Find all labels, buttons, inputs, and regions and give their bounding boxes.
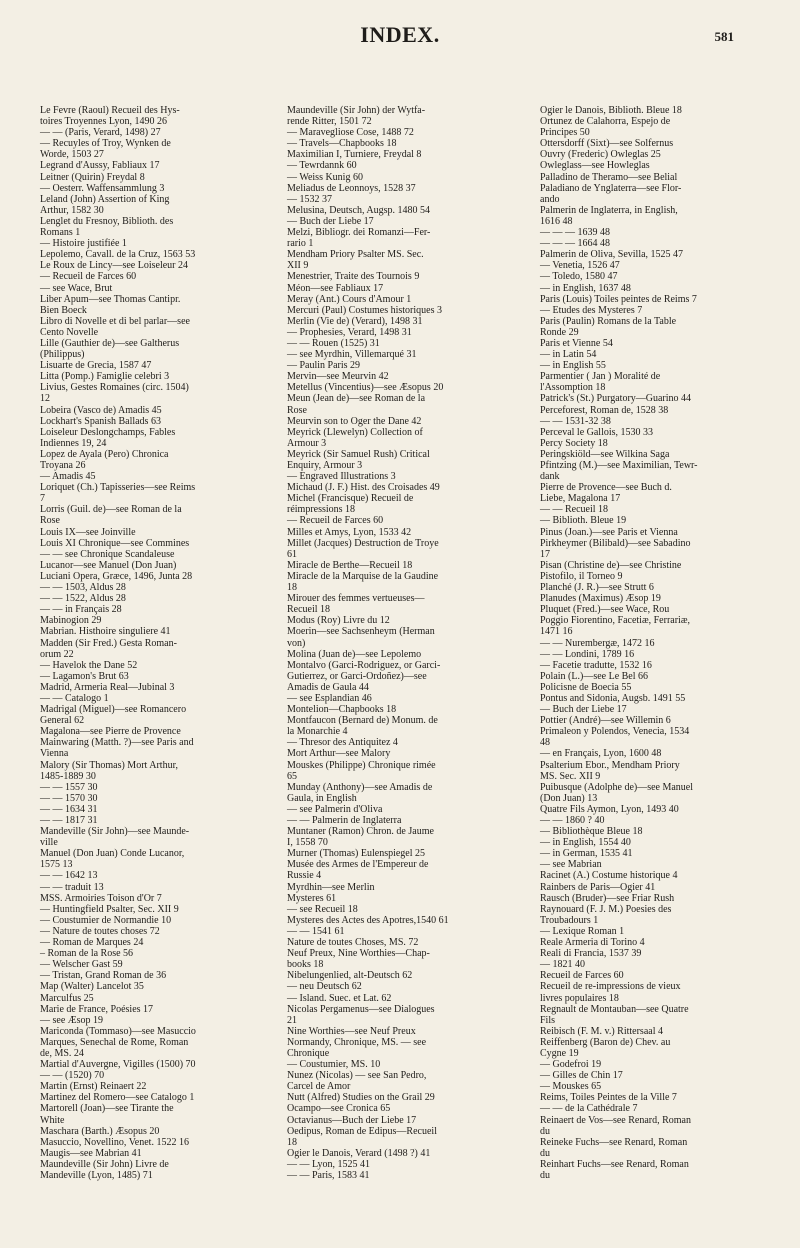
index-entry-line: Pisan (Christine de)—see Christine <box>540 559 682 571</box>
index-entry-line: 1471 16 <box>540 626 573 638</box>
index-entry-line: Regnault de Montauban—see Quatre <box>540 1003 689 1015</box>
index-entry-line: — Nature de toutes choses 72 <box>40 925 160 937</box>
index-entry-line: — see Mabrian <box>540 859 602 871</box>
index-entry-line: Meyrick (Sir Samuel Rush) Critical <box>287 448 430 460</box>
index-entry-line: Lepolemo, Cavall. de la Cruz, 1563 53 <box>40 249 196 261</box>
index-entry-line: — Prophesies, Verard, 1498 31 <box>287 326 412 338</box>
index-entry-line: — — 1503, Aldus 28 <box>40 582 126 594</box>
index-entry-line: 18 <box>287 1136 297 1148</box>
index-entry-line: Percy Society 18 <box>540 437 608 449</box>
index-entry-line: Recueil 18 <box>287 604 331 616</box>
index-entry-line: Pontus and Sidonia, Augsb. 1491 55 <box>540 692 686 704</box>
index-entry-line: Normandy, Chronique, MS. — see <box>287 1036 427 1048</box>
index-entry-line: Patrick's (St.) Purgatory—Guarino 44 <box>540 393 692 405</box>
index-column-3 <box>540 105 770 1181</box>
index-entry-line: Leland (John) Assertion of King <box>40 193 170 205</box>
index-entry-line: — Travels—Chapbooks 18 <box>287 138 397 150</box>
index-entry-line: — Weiss Kunig 60 <box>287 171 363 183</box>
index-entry-line: Cento Novelle <box>40 326 99 338</box>
index-entry-line: du <box>540 1170 550 1181</box>
index-entry-line: Pfintzing (M.)—see Maximilian, Tewr- <box>540 460 698 471</box>
index-entry-line: Lobeira (Vasco de) Amadis 45 <box>40 404 162 416</box>
index-entry-line: — 1532 37 <box>287 193 332 205</box>
index-entry-line: Martial d'Auvergne, Vigilles (1500) 70 <box>40 1059 196 1071</box>
index-entry-line: Martinez del Romero—see Catalogo 1 <box>40 1092 195 1104</box>
index-entry-line: — Engraved Illustrations 3 <box>287 471 396 483</box>
index-entry-line: Peringskiöld—see Wilkina Saga <box>540 448 670 460</box>
index-entry-line: Rose <box>287 404 307 416</box>
index-entry-line: Reiffenberg (Baron de) Chev. au <box>540 1036 671 1048</box>
index-entry-line: Meyrick (Llewelyn) Collection of <box>287 426 423 438</box>
index-entry-line: — Buch der Liebe 17 <box>540 704 627 716</box>
index-entry-line: Troyana 26 <box>40 460 86 471</box>
index-entry-line: — Coustumier, MS. 10 <box>287 1059 381 1071</box>
index-entry-line: Louis XI Chronique—see Commines <box>40 537 190 549</box>
index-entry-line: rario 1 <box>287 238 314 250</box>
index-entry-line: — — Paris, 1583 41 <box>287 1170 370 1181</box>
index-entry-line: Paris et Vienne 54 <box>540 337 613 349</box>
index-entry-line: Mandeville (Lyon, 1485) 71 <box>40 1170 153 1181</box>
index-entry-line: Muntaner (Ramon) Chron. de Jaume <box>287 826 434 838</box>
index-entry-line: Manuel (Don Juan) Conde Lucanor, <box>40 848 185 860</box>
index-entry-line: Gaula, in English <box>287 792 357 804</box>
index-entry-line: — neu Deutsch 62 <box>287 981 362 993</box>
index-entry-line: Mysteres 61 <box>287 892 337 904</box>
index-entry-line: — — 1634 31 <box>40 803 98 815</box>
index-entry-line: — — Recueil 18 <box>540 504 609 516</box>
index-entry-line: Armour 3 <box>287 437 327 449</box>
index-entry-line: rende Ritter, 1501 72 <box>287 116 372 128</box>
index-entry-line: — Biblioth. Bleue 19 <box>540 515 627 527</box>
index-entry-line: — Tewrdannk 60 <box>287 160 357 172</box>
index-entry-line: Le Fevre (Raoul) Recueil des Hys- <box>40 105 180 116</box>
index-entry-line: — Venetia, 1526 47 <box>540 260 620 272</box>
index-entry-line: MS. Sec. XII 9 <box>540 770 601 782</box>
index-entry-line: Munday (Anthony)—see Amadis de <box>287 781 433 793</box>
index-column-1 <box>40 105 270 1181</box>
index-entry-line: — — see Chronique Scandaleuse <box>40 548 175 560</box>
index-entry-line: Pluquet (Fred.)—see Wace, Rou <box>540 604 670 616</box>
index-entry-line: Nibelungenlied, alt-Deutsch 62 <box>287 970 413 982</box>
index-entry-line: Merlin (Vie de) (Verard), 1498 31 <box>287 315 423 327</box>
index-entry-line: Raynouard (F. J. M.) Poesies des <box>540 903 672 915</box>
index-entry-line: Perceforest, Roman de, 1528 38 <box>540 404 669 416</box>
index-entry-line: Paris (Paulin) Romans de la Table <box>540 315 677 327</box>
index-entry-line: Pirkheymer (Bilibald)—see Sabadino <box>540 537 691 549</box>
index-entry-line: — Coustumier de Normandie 10 <box>40 914 172 926</box>
index-entry-line: Nutt (Alfred) Studies on the Grail 29 <box>287 1092 435 1104</box>
index-entry-line: — — Nurembergæ, 1472 16 <box>540 637 655 649</box>
index-entry-line: — — (1520) 70 <box>40 1070 105 1082</box>
index-entry-line: Romans 1 <box>40 227 81 239</box>
index-entry-line: — in Latin 54 <box>540 349 597 361</box>
index-entry-line: Montfaucon (Bernard de) Monum. de <box>287 715 438 727</box>
index-entry-line: — Toledo, 1580 47 <box>540 271 618 283</box>
index-entry-line: — Paulin Paris 29 <box>287 360 361 372</box>
index-entry-line: 1616 48 <box>540 215 573 227</box>
index-entry-line: — Maravegliose Cose, 1488 72 <box>287 127 414 139</box>
index-entry-line: Worde, 1503 27 <box>40 149 104 161</box>
index-entry-line: Nature de toutes Choses, MS. 72 <box>287 937 419 949</box>
index-entry-line: Reale Armeria di Torino 4 <box>540 937 645 949</box>
index-entry-line: Carcel de Amor <box>287 1081 351 1093</box>
index-entry-line: — Godefroi 19 <box>540 1059 602 1071</box>
index-entry-line: — Recuyles of Troy, Wynken de <box>40 138 171 150</box>
index-entry-line: — see Myrdhin, Villemarqué 31 <box>287 349 417 361</box>
page-header <box>0 0 800 50</box>
index-entry-line: Map (Walter) Lancelot 35 <box>40 981 144 993</box>
index-entry-line: Bien Boeck <box>40 304 87 316</box>
index-entry-line: Méon—see Fabliaux 17 <box>287 282 384 294</box>
index-entry-line: 18 <box>287 582 297 594</box>
index-entry-line: — Gilles de Chin 17 <box>540 1070 623 1082</box>
index-entry-line: — in English 55 <box>540 360 606 372</box>
index-entry-line: — Tristan, Grand Roman de 36 <box>40 970 167 982</box>
index-entry-line: Maundeville (Sir John) der Wytfa- <box>287 105 426 116</box>
index-entry-line: — Recueil de Farces 60 <box>287 515 384 527</box>
index-entry-line: Luciani Opera, Græce, 1496, Junta 28 <box>40 570 193 582</box>
index-entry-line: Miracle de la Marquise de la Gaudine <box>287 570 439 582</box>
index-entry-line: Pottier (André)—see Willemin 6 <box>540 715 671 727</box>
index-entry-line: Lopez de Ayala (Pero) Chronica <box>40 448 169 460</box>
index-entry-line: — Bibliothèque Bleue 18 <box>540 826 643 838</box>
index-entry-line: Cygne 19 <box>540 1047 579 1059</box>
index-entry-line: Octavianus—Buch der Liebe 17 <box>287 1114 417 1126</box>
index-entry-line: Palladino de Theramo—see Belial <box>540 171 678 183</box>
index-entry-line: — Lagamon's Brut 63 <box>40 670 129 682</box>
index-entry-line: Magalona—see Pierre de Provence <box>40 726 181 738</box>
index-entry-line: Louis IX—see Joinville <box>40 526 136 538</box>
index-entry-line: Paris (Louis) Toiles peintes de Reims 7 <box>540 293 697 305</box>
index-entry-line: 48 <box>540 737 550 749</box>
index-entry-line: l'Assomption 18 <box>540 382 606 394</box>
index-entry-line: Lenglet du Fresnoy, Biblioth. des <box>40 215 174 227</box>
index-entry-line: — Thresor des Antiquitez 4 <box>287 737 398 749</box>
index-entry-line: Perceval le Gallois, 1530 33 <box>540 426 654 438</box>
index-entry-line: — Buch der Liebe 17 <box>287 215 374 227</box>
index-entry-line: Libro di Novelle et di bel parlar—see <box>40 315 190 327</box>
index-entry-line: Michel (Francisque) Recueil de <box>287 493 414 505</box>
index-entry-line: de, MS. 24 <box>40 1047 84 1059</box>
index-entry-line: — in English, 1554 40 <box>540 837 631 849</box>
index-entry-line: ando <box>540 193 560 205</box>
index-entry-line: Arthur, 1582 30 <box>40 204 104 216</box>
index-entry-line: Maugis—see Mabrian 41 <box>40 1147 142 1159</box>
index-entry-line: 65 <box>287 770 297 782</box>
index-entry-line: — — Rouen (1525) 31 <box>287 337 380 349</box>
index-entry-line: 7 <box>40 493 45 505</box>
index-entry-line: Recueil de re-impressions de vieux <box>540 981 681 993</box>
index-entry-line: — Huntingfield Psalter, Sec. XII 9 <box>40 903 179 915</box>
index-entry-line: Millet (Jacques) Destruction de Troye <box>287 537 439 549</box>
index-entry-line: — in German, 1535 41 <box>540 848 633 860</box>
index-entry-line: (Don Juan) 13 <box>540 792 598 804</box>
index-entry-line: Parmentier ( Jan ) Moralité de <box>540 371 661 383</box>
index-entry-line: Lorris (Guil. de)—see Roman de la <box>40 504 182 516</box>
index-entry-line: — — 1531-32 38 <box>540 415 611 427</box>
index-entry-line: Mandeville (Sir John)—see Maunde- <box>40 826 190 838</box>
index-entry-line: Le Roux de Lincy—see Loiseleur 24 <box>40 260 189 272</box>
index-entry-line: Musée des Armes de l'Empereur de <box>287 859 429 871</box>
index-entry-line: Mendham Priory Psalter MS. Sec. <box>287 249 424 261</box>
index-entry-line: Nine Worthies—see Neuf Preux <box>287 1025 416 1037</box>
index-entry-line: 21 <box>287 1014 297 1026</box>
index-entry-line: Myrdhin—see Merlin <box>287 881 375 893</box>
index-entry-line: Reineke Fuchs—see Renard, Roman <box>540 1136 688 1148</box>
index-entry-line: Primaleon y Polendos, Venecia, 1534 <box>540 726 690 738</box>
index-entry-line: — — — 1639 48 <box>540 227 610 239</box>
index-entry-line: Troubadours 1 <box>540 914 599 926</box>
index-entry-line: Modus (Roy) Livre du 12 <box>287 615 390 627</box>
index-entry-line: Meurvin son to Oger the Dane 42 <box>287 415 422 427</box>
index-entry-line: — — in Français 28 <box>40 604 122 616</box>
index-entry-line: Madden (Sir Fred.) Gesta Roman- <box>40 637 177 649</box>
index-entry-line: Pistofilo, il Torneo 9 <box>540 570 623 582</box>
index-entry-line: Ogier le Danois, Biblioth. Bleue 18 <box>540 105 682 116</box>
index-entry-line: — Facetie tradutte, 1532 16 <box>540 659 652 671</box>
index-entry-line: — — 1642 13 <box>40 870 98 882</box>
index-entry-line: Psalterium Ebor., Mendham Priory <box>540 759 680 771</box>
index-entry-line: Owleglass—see Howleglas <box>540 160 650 172</box>
index-entry-line: 12 <box>40 393 50 405</box>
index-entry-line: — see Æsop 19 <box>40 1014 104 1026</box>
index-entry-line: Loiseleur Deslongchamps, Fables <box>40 426 176 438</box>
index-entry-line: — see Esplandian 46 <box>287 692 372 704</box>
index-entry-line: Madrid, Armeria Real—Jubinal 3 <box>40 681 175 693</box>
index-entry-line: Maundeville (Sir John) Livre de <box>40 1158 169 1170</box>
index-entry-line: — Lexique Roman 1 <box>540 925 625 937</box>
index-entry-line: Palmerin de Oliva, Sevilla, 1525 47 <box>540 249 684 261</box>
index-entry-line: Lucanor—see Manuel (Don Juan) <box>40 559 177 571</box>
index-entry-line: Marques, Senechal de Rome, Roman <box>40 1036 189 1048</box>
index-entry-line: Mariconda (Tommaso)—see Masuccio <box>40 1025 196 1037</box>
page-number: 581 <box>714 29 734 44</box>
index-entry-line: livres populaires 18 <box>540 992 619 1004</box>
index-entry-line: — — 1570 30 <box>40 792 98 804</box>
index-entry-line: Legrand d'Aussy, Fabliaux 17 <box>40 160 160 172</box>
index-entry-line: — — Palmerin de Inglaterra <box>287 815 402 826</box>
index-entry-line: Ogier le Danois, Verard (1498 ?) 41 <box>287 1147 431 1159</box>
index-entry-line: 1485-1889 30 <box>40 770 96 782</box>
index-entry-line: Murner (Thomas) Eulenspiegel 25 <box>287 848 426 860</box>
index-entry-line: — — Londini, 1789 16 <box>540 648 635 660</box>
index-entry-line: — — — 1664 48 <box>540 238 610 250</box>
index-entry-line: Litta (Pomp.) Famiglie celebri 3 <box>40 371 170 383</box>
index-entry-line: Palmerin de Inglaterra, in English, <box>540 204 678 216</box>
index-entry-line: Metellus (Vincentius)—see Æsopus 20 <box>287 382 444 394</box>
index-entry-line: General 62 <box>40 715 85 727</box>
index-entry-line: — — 1860 ? 40 <box>540 815 605 826</box>
index-entry-line: Nicolas Pergamenus—see Dialogues <box>287 1003 435 1015</box>
index-entry-line: Reibisch (F. M. v.) Rittersaal 4 <box>540 1025 663 1037</box>
index-entry-line: Menestrier, Traite des Tournois 9 <box>287 271 420 283</box>
index-entry-line: Marie de France, Poésies 17 <box>40 1003 154 1015</box>
index-entry-line: — Island. Suec. et Lat. 62 <box>287 992 392 1004</box>
index-entry-line: Michaud (J. F.) Hist. des Croisades 49 <box>287 482 440 494</box>
index-entry-line: books 18 <box>287 959 324 971</box>
index-entry-line: — Havelok the Dane 52 <box>40 659 138 671</box>
index-entry-line: Melzi, Bibliogr. dei Romanzi—Fer- <box>287 227 431 239</box>
index-entry-line: Martorell (Joan)—see Tirante the <box>40 1103 174 1115</box>
index-entry-line: — — 1541 61 <box>287 925 345 937</box>
index-entry-line: Reims, Toiles Peintes de la Ville 7 <box>540 1092 677 1104</box>
index-entry-line: Pinus (Joan.)—see Paris et Vienna <box>540 526 678 538</box>
index-entry-line: toires Troyennes Lyon, 1490 26 <box>40 116 167 128</box>
index-entry-line: — — 1817 31 <box>40 815 98 826</box>
index-entry-line: Livius, Gestes Romaines (circ. 1504) <box>40 382 189 394</box>
index-entry-line: I, 1558 70 <box>287 837 328 849</box>
index-entry-line: Malory (Sir Thomas) Mort Arthur, <box>40 759 179 771</box>
index-entry-line: Maschara (Barth.) Æsopus 20 <box>40 1125 160 1137</box>
index-entry-line: Paladiano de Ynglaterra—see Flor- <box>540 182 682 194</box>
index-entry-line: — Oesterr. Waffensammlung 3 <box>40 182 165 194</box>
index-entry-line: 61 <box>287 548 297 560</box>
index-entry-line: Chronique <box>287 1047 330 1059</box>
index-entry-line: — Welscher Gast 59 <box>40 959 123 971</box>
index-entry-line: Melusina, Deutsch, Augsp. 1480 54 <box>287 204 431 216</box>
index-entry-line: Poggio Fiorentino, Facetiæ, Ferrariæ, <box>540 615 690 627</box>
index-entry-line: Rose <box>40 515 60 527</box>
index-entry-line: Meliadus de Leonnoys, 1528 37 <box>287 182 416 194</box>
index-entry-line: Russie 4 <box>287 870 322 882</box>
index-entry-line: — — (Paris, Verard, 1498) 27 <box>40 127 161 139</box>
index-entry-line: — — de la Cathédrale 7 <box>540 1103 638 1115</box>
index-entry-line: Enquiry, Armour 3 <box>287 460 363 471</box>
index-entry-line: Reinhart Fuchs—see Renard, Roman <box>540 1158 689 1170</box>
index-entry-line: — in English, 1637 48 <box>540 282 631 294</box>
index-entry-line: Puibusque (Adolphe de)—see Manuel <box>540 781 694 793</box>
index-entry-line: — — traduit 13 <box>40 881 104 893</box>
index-entry-line: — Histoire justifiée 1 <box>40 238 127 250</box>
index-entry-line: Mysteres des Actes des Apotres,1540 61 <box>287 914 449 926</box>
index-entry-line: Loriquet (Ch.) Tapisseries—see Reims <box>40 482 196 494</box>
index-entry-line: XII 9 <box>287 260 309 272</box>
index-entry-line: Quatre Fils Aymon, Lyon, 1493 40 <box>540 803 679 815</box>
index-entry-line: Planudes (Maximus) Æsop 19 <box>540 593 661 605</box>
index-entry-line: Racinet (A.) Costume historique 4 <box>540 870 678 882</box>
index-entry-line: (Philippus) <box>40 349 85 361</box>
index-entry-line: von) <box>287 637 306 649</box>
index-entry-line: Rainbers de Paris—Ogier 41 <box>540 881 656 893</box>
index-entry-line: Rausch (Bruder)—see Friar Rush <box>540 892 675 904</box>
index-entry-line: — 1821 40 <box>540 959 585 971</box>
index-entry-line: Leitner (Quirin) Freydal 8 <box>40 171 145 183</box>
index-entry-line: Principes 50 <box>540 127 590 139</box>
index-entry-line: — see Recueil 18 <box>287 903 358 915</box>
index-entry-line: Reali di Francia, 1537 39 <box>540 948 642 960</box>
index-entry-line: Ouvry (Frederic) Owleglas 25 <box>540 149 661 161</box>
index-entry-line: du <box>540 1147 550 1159</box>
index-entry-line: – Roman de la Rose 56 <box>40 948 134 960</box>
index-entry-line: ville <box>40 837 58 849</box>
index-entry-line: Planché (J. R.)—see Strutt 6 <box>540 582 654 594</box>
index-entry-line: — Amadis 45 <box>40 471 96 483</box>
index-entry-line: Gutierrez, or Garci-Ordoñez)—see <box>287 670 427 682</box>
index-entry-line: MSS. Armoiries Toison d'Or 7 <box>40 892 162 904</box>
index-entry-line: — — Catalogo 1 <box>40 692 109 704</box>
index-entry-line: la Monarchie 4 <box>287 726 348 738</box>
index-entry-line: Liebe, Magalona 17 <box>540 493 621 505</box>
index-entry-line: Mouskes (Philippe) Chronique rimée <box>287 759 436 771</box>
index-entry-line: Molina (Juan de)—see Lepolemo <box>287 648 422 660</box>
index-entry-line: Mort Arthur—see Malory <box>287 748 391 760</box>
index-entry-line: Oedipus, Roman de Edipus—Recueil <box>287 1125 437 1137</box>
index-entry-line: Lockhart's Spanish Ballads 63 <box>40 415 161 427</box>
index-entry-line: Martin (Ernst) Reinaert 22 <box>40 1081 147 1093</box>
index-entry-line: Mainwaring (Matth. ?)—see Paris and <box>40 737 194 749</box>
index-columns <box>40 105 762 1210</box>
index-entry-line: Ronde 29 <box>540 326 579 338</box>
index-entry-line: dank <box>540 471 560 483</box>
index-entry-line: Marculfus 25 <box>40 992 94 1004</box>
index-entry-line: Montalvo (Garci-Rodriguez, or Garci- <box>287 659 441 671</box>
index-entry-line: Lisuarte de Grecia, 1587 47 <box>40 360 152 372</box>
index-entry-line: Moerin—see Sachsenheym (Herman <box>287 626 435 638</box>
index-entry-line: Mirouer des femmes vertueuses— <box>287 593 425 605</box>
index-entry-line: Masuccio, Novellino, Venet. 1522 16 <box>40 1136 189 1148</box>
index-entry-line: — — 1522, Aldus 28 <box>40 593 126 605</box>
index-entry-line: Mabinogion 29 <box>40 615 102 627</box>
index-entry-line: Nunez (Nicolas) — see San Pedro, <box>287 1070 427 1082</box>
index-entry-line: — en Français, Lyon, 1600 48 <box>540 748 662 760</box>
index-entry-line: Fils <box>540 1014 556 1026</box>
index-entry-line: orum 22 <box>40 648 74 660</box>
index-entry-line: Meun (Jean de)—see Roman de la <box>287 393 426 405</box>
index-entry-line: 17 <box>540 548 550 560</box>
index-entry-line: Neuf Preux, Nine Worthies—Chap- <box>287 948 430 960</box>
index-entry-line: Montelion—Chapbooks 18 <box>287 704 397 716</box>
index-entry-line: Ocampo—see Cronica 65 <box>287 1103 391 1115</box>
index-entry-line: Amadis de Gaula 44 <box>287 681 369 693</box>
index-entry-line: Pierre de Provence—see Buch d. <box>540 482 672 494</box>
index-entry-line: 1575 13 <box>40 859 73 871</box>
index-entry-line: Reinaert de Vos—see Renard, Roman <box>540 1114 691 1126</box>
index-entry-line: Mervin—see Meurvin 42 <box>287 371 389 383</box>
index-entry-line: White <box>40 1114 65 1126</box>
index-entry-line: Ortunez de Calahorra, Espejo de <box>540 116 671 128</box>
index-entry-line: — see Palmerin d'Oliva <box>287 803 383 815</box>
index-entry-line: Meray (Ant.) Cours d'Amour 1 <box>287 293 412 305</box>
index-entry-line: réimpressions 18 <box>287 504 356 516</box>
index-entry-line: Polain (L.)—see Le Bel 66 <box>540 670 649 682</box>
index-entry-line: Liber Apum—see Thomas Cantipr. <box>40 293 181 305</box>
index-entry-line: — Recueil de Farces 60 <box>40 271 137 283</box>
index-entry-line: Milles et Amys, Lyon, 1533 42 <box>287 526 412 538</box>
index-entry-line: Lille (Gauthier de)—see Galtherus <box>40 337 180 349</box>
index-entry-line: — — Lyon, 1525 41 <box>287 1158 371 1170</box>
index-entry-line: Maximilian I, Turniere, Freydal 8 <box>287 149 422 161</box>
index-entry-line: Indiennes 19, 24 <box>40 437 107 449</box>
index-entry-line: du <box>540 1125 550 1137</box>
page-title: INDEX. <box>360 22 440 47</box>
index-entry-line: Vienna <box>40 748 69 760</box>
index-entry-line: Mercuri (Paul) Costumes historiques 3 <box>287 304 442 316</box>
index-entry-line: Madrigal (Miguel)—see Romancero <box>40 704 187 716</box>
index-entry-line: Miracle de Berthe—Recueil 18 <box>287 559 413 571</box>
index-entry-line: Policisne de Boecia 55 <box>540 681 632 693</box>
index-entry-line: — Roman de Marques 24 <box>40 937 144 949</box>
index-entry-line: — — 1557 30 <box>40 781 98 793</box>
index-entry-line: — Etudes des Mysteres 7 <box>540 304 643 316</box>
index-entry-line: — Mouskes 65 <box>540 1081 602 1093</box>
index-entry-line: — see Wace, Brut <box>40 282 113 294</box>
index-entry-line: Recueil de Farces 60 <box>540 970 624 982</box>
index-column-2 <box>287 105 517 1181</box>
index-entry-line: Mabrian. Histhoire singuliere 41 <box>40 626 171 638</box>
index-entry-line: Ottersdorff (Sixt)—see Solfernus <box>540 138 674 150</box>
